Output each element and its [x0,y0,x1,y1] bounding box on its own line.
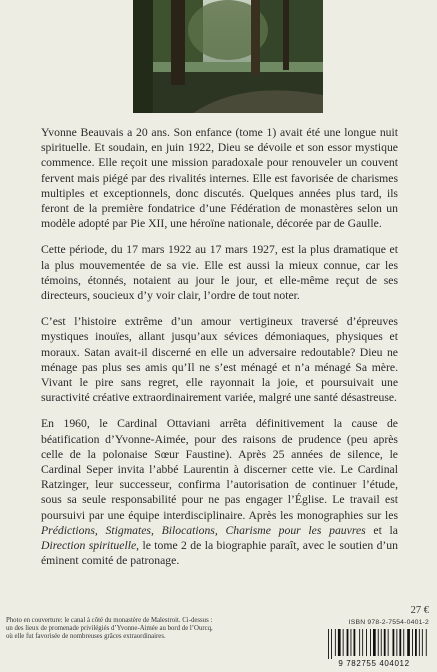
barcode-bar [426,629,427,656]
paragraph-4-text-1: En 1960, le Cardinal Ottaviani arrêta définitivement la cause de béatification d’Yvonne-Aimée, pour des raisons de prudence (peu après celle de la polonaise Sœur Faustine). Après 25 années de silence, le Cardinal Seper invita l’abbé Laurentin à discerner cette vie. Le Cardinal Ratzinger, leur successeur, confirma l’autorisation de continuer l’étude, sous sa seule responsabilité pour ne pas engager l’Église. Le travail est poursuivi par une équipe interdisciplinaire. Après les monographies sur les [41,417,398,522]
back-cover-text [41,125,398,579]
barcode-bar [422,629,423,656]
paragraph-3: C’est l’histoire extrême d’un amour vertigineux traversé d’épreuves mystiques inouïes, allant jusqu’aux sévices démoniaques, physiques et moraux. Satan avait-il discerné en elle un adversaire redoutable? Dieu ne ménage pas plus ses amis qu’Il ne s’est ménagé et n’a ménagé Sa mère. Vivant le pire sans regret, elle rayonnait la joie, et poursuivait une suractivité créative extraordinairement variée, malgré une santé désastreuse. [41,315,398,405]
barcode-bars [326,629,430,659]
barcode-bar [419,629,420,656]
paragraph-4 [41,416,398,568]
barcode-bar [359,629,360,656]
paragraph-2: Cette période, du 17 mars 1922 au 17 mars 1927, est la plus dramatique et la plus mouvementée de sa vie. Elle est aussi la mieux connue, car les témoins, étonnés, notaient au jour le jour, et elle-même reçut de ses directeurs, soucieux d’y voir clair, l’ordre de tout noter. [41,243,398,303]
price: 27 € [410,605,429,616]
barcode-bar [396,629,397,656]
isbn: ISBN 978-2-7554-0401-2 [348,619,429,626]
barcode-bar [393,629,395,656]
paragraph-4-titles: Prédictions, Stigmates, Bilocations, Charisme pour les pauvres [41,523,366,537]
barcode-bar [335,629,336,656]
barcode-bar [412,629,413,656]
barcode-bar [328,629,329,659]
barcode-bar [378,629,379,656]
cover-photo [133,0,323,113]
barcode-bar [407,629,410,656]
barcode-bar [366,629,367,656]
paragraph-4-text-2: et la [365,523,398,537]
barcode-bar [388,629,389,656]
barcode-bar [347,629,349,656]
paragraph-4-title-2: Direction spirituelle [41,539,137,553]
barcode-bar [403,629,404,656]
barcode-bar [399,629,401,656]
barcode-bar [381,629,382,656]
paragraph-4-text-3: , le tome 2 de la biographie paraît, avec le soutien d’un éminent comité de patronage. [41,539,398,568]
barcode-bar [362,629,363,656]
barcode-bar [354,629,356,656]
barcode-digits: 9 782755 404012 [338,659,410,668]
barcode-bar [373,629,376,656]
landscape-photo [133,0,323,113]
barcode-bar [384,629,386,656]
barcode-bar [370,629,371,656]
paragraph-1: Yvonne Beauvais a 20 ans. Son enfance (tome 1) avait été une longue nuit spirituelle. Et soudain, en juin 1922, Dieu se dévoile et son essor mystique commence. Elle reçoit une mission paradoxale pour renouveler un couvent fervent mais piégé par des rivalités internes. Elle est favorisée de charismes multiples et exceptionnels, donc discutés. Quelques années plus tard, ils feront de la première fondatrice d’une Fédération de monastères selon un modèle adopté par Pie XII, une héroïne nationale, décorée par de Gaulle. [41,126,398,231]
photo-credit: Photo en couverture: le canal à côté du monastère de Malestroit. Ci-dessus : un des lieux de promenade privilégiés d’Yvonne-Aimée au bord de l’Ourcq, où elle fut favorisée de nombreuses grâces extraordinaires. [6,617,213,641]
barcode-bar [415,629,417,656]
barcode-bar [343,629,344,656]
barcode-bar [338,629,341,656]
barcode-bar [351,629,352,656]
barcode-bar [331,629,332,659]
